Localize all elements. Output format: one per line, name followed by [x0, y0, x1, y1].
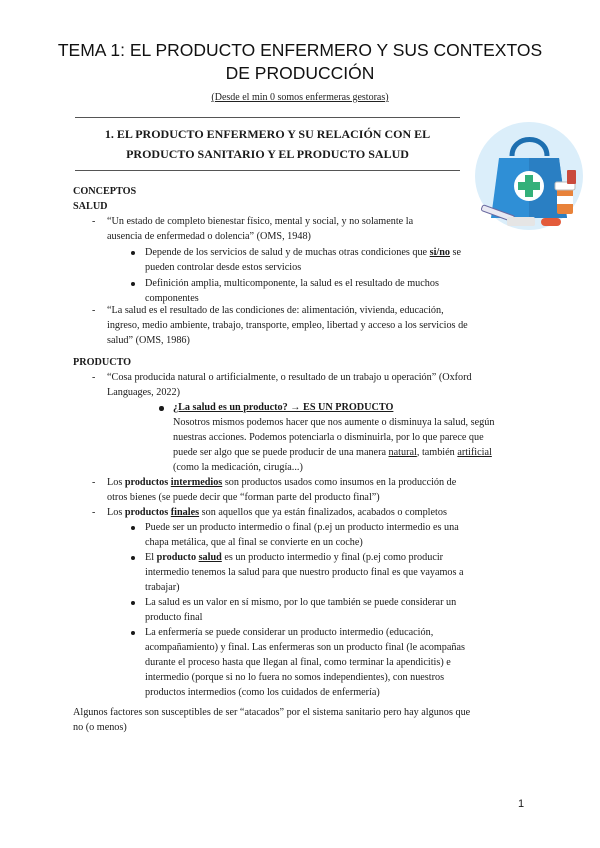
- producto-quote-line1: “Cosa producida natural o artificialmente, o resultado de un trabajo u operación” (Oxford: [107, 372, 472, 383]
- producto-para-line3-mid: , también: [416, 447, 458, 458]
- section-title-line2: PRODUCTO SANITARIO Y EL PRODUCTO SALUD: [126, 147, 409, 161]
- finales-f4-line5: productos intermedios (como los cuidados de enfermería): [145, 687, 380, 698]
- dash-bullet: -: [92, 372, 96, 383]
- intermedios-los: Los: [107, 477, 125, 488]
- pill-bottle-label: [557, 196, 573, 204]
- bullet-dot: [131, 631, 135, 635]
- page-number: 1: [518, 798, 525, 810]
- finales-f4-line3: durante el proceso hasta que llegan al final, como terminar la apendicitis) e: [145, 657, 451, 668]
- salud-sub1-text: Depende de los servicios de salud y de muchas otras condiciones que: [145, 247, 430, 258]
- finales-f1-line1: Puede ser un producto intermedio o final (p.ej un producto intermedio es una: [145, 522, 459, 533]
- document-title-line1: TEMA 1: EL PRODUCTO ENFERMERO Y SUS CONTEXTOS: [57, 40, 543, 60]
- intermedios-productos: productos: [124, 477, 171, 488]
- capsule: [541, 218, 561, 226]
- finales-los: Los: [107, 507, 125, 518]
- cross-horizontal: [518, 182, 540, 190]
- bullet-dot: [131, 251, 135, 255]
- bullet-dot: [131, 282, 135, 286]
- artificial-underlined: artificial: [457, 447, 492, 458]
- dash-bullet: -: [92, 507, 96, 518]
- salud-sub2-line2: componentes: [145, 293, 199, 304]
- producto-heading: PRODUCTO: [73, 357, 132, 368]
- bullet-dot: [159, 406, 164, 411]
- finales-definition: son aquellos que ya están finalizados, acabados o completos: [199, 507, 447, 518]
- finales-f2-line2: intermedio tenemos la salud para que nuestro producto final es que vayamos a: [145, 567, 464, 578]
- document-title-line2: DE PRODUCCIÓN: [225, 63, 375, 83]
- section-title-line1: 1. EL PRODUCTO ENFERMERO Y SU RELACIÓN CON EL: [104, 127, 431, 141]
- dash-bullet: -: [92, 477, 96, 488]
- finales-term: finales: [170, 507, 200, 518]
- salud-sub2-line1: Definición amplia, multicomponente, la salud es el resultado de muchos: [145, 278, 439, 289]
- section-bottom-rule: [75, 170, 460, 171]
- intermedios-line1: [107, 475, 456, 491]
- conceptos-heading: CONCEPTOS: [73, 186, 137, 197]
- intermedios-term: intermedios: [170, 477, 223, 488]
- producto-para-line4: (como la medicación, cirugía...): [173, 462, 303, 473]
- salud-quote2-line2: ingreso, medio ambiente, trabajo, transporte, empleo, libertad y acceso a los servicios de: [107, 320, 468, 331]
- dash-bullet: -: [92, 305, 96, 316]
- salud-heading: SALUD: [73, 201, 108, 212]
- salud-quote1-line1: “Un estado de completo bienestar físico, mental y social, y no solamente la: [107, 216, 414, 227]
- intermedios-line2: otros bienes (se puede decir que “forman parte del producto final”): [107, 492, 380, 503]
- f2-rest: es un producto intermedio y final (p.ej como producir: [221, 552, 444, 563]
- finales-line1: [107, 505, 447, 521]
- finales-f3-line1: La salud es un valor en sí mismo, por lo que también se puede considerar un: [145, 597, 457, 608]
- finales-f2-line1: [145, 550, 443, 566]
- salud-quote2-line1: “La salud es el resultado de las condiciones de: alimentación, vivienda, educación,: [107, 305, 444, 316]
- salud-quote1-line2: ausencia de enfermedad o dolencia” (OMS, 1948): [107, 231, 311, 242]
- finales-f3-line2: producto final: [145, 612, 203, 623]
- producto-quote-line2: Languages, 2022): [107, 387, 180, 398]
- medical-bag-illustration: [467, 114, 592, 232]
- salud-sub1-tail: se: [450, 247, 462, 258]
- closing-line1: Algunos factores son susceptibles de ser “atacados” por el sistema sanitario pero hay algunos que: [73, 707, 471, 718]
- tablet-blister: [507, 217, 535, 226]
- small-bottle: [567, 170, 576, 184]
- finales-f4-line4: intermedio (porque si no lo fuera no somos independientes), con nuestros: [145, 672, 445, 683]
- document-subtitle: (Desde el min 0 somos enfermeras gestoras): [211, 92, 389, 103]
- dash-bullet: -: [92, 216, 96, 227]
- producto-question: ¿La salud es un producto? → ES UN PRODUCTO: [173, 402, 394, 413]
- producto-para-line3: [173, 445, 492, 461]
- producto-para-line1: Nosotros mismos podemos hacer que nos aumente o disminuya la salud, según: [173, 417, 495, 428]
- producto-para-line2: nuestras acciones. Podemos potenciarla o disminuirla, por lo que parece que: [173, 432, 484, 443]
- closing-line2: no (o menos): [73, 722, 127, 733]
- bullet-dot: [131, 556, 135, 560]
- finales-productos: productos: [124, 507, 171, 518]
- natural-underlined: natural: [388, 447, 417, 458]
- bullet-dot: [131, 601, 135, 605]
- si-no-emphasis: si/no: [429, 247, 450, 258]
- finales-f4-line1: La enfermería se puede considerar un producto intermedio (educación,: [145, 627, 434, 638]
- producto-para-line3-text: puede ser algo que se puede producir de una manera: [173, 447, 389, 458]
- finales-f4-line2: acompañamiento) y final. Las enfermeras son un producto final (le acompañas: [145, 642, 465, 653]
- salud-sub1-line2: pueden controlar desde estos servicios: [145, 262, 302, 273]
- salud-quote2-line3: salud” (OMS, 1986): [107, 335, 190, 346]
- f2-el: El: [145, 552, 157, 563]
- finales-f1-line2: chapa metálica, que al final se convierte en un coche): [145, 537, 363, 548]
- section-top-rule: [75, 117, 460, 118]
- f2-salud: salud: [198, 552, 222, 563]
- intermedios-definition: son productos usados como insumos en la producción de: [222, 477, 457, 488]
- finales-f2-line3: trabajar): [145, 582, 180, 593]
- f2-producto: producto: [156, 552, 199, 563]
- bullet-dot: [131, 526, 135, 530]
- salud-sub1-line1: [145, 245, 461, 261]
